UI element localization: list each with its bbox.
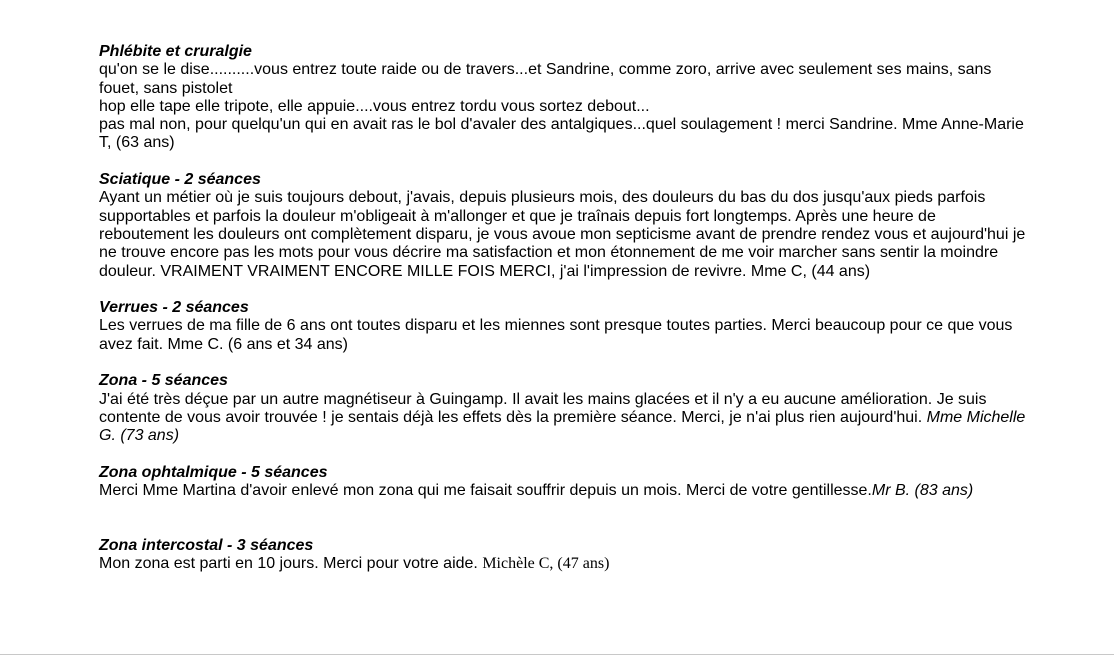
testimonial-text: Merci Mme Martina d'avoir enlevé mon zona qui me faisait souffrir depuis un mois. Merci de votre gentillesse. (99, 482, 872, 500)
testimonial-paragraph (99, 555, 1029, 573)
testimonial-phlebite (99, 43, 1029, 153)
testimonial-text: Ayant un métier où je suis toujours debout, j'avais, depuis plusieurs mois, des douleurs du bas du dos jusqu'aux pieds parfois supportables et parfois la douleur m'obligeait à m'allonger et que je traînais depuis fort longtemps. Après une heure de reboutement les douleurs ont complètement disparu, je vous avoue mon septicisme avant de prendre rendez vous et aujourd'hui je ne trouve encore pas les mots pour vous décrire ma satisfaction et mon étonnement de me voir marcher sans sentir la moindre douleur. VRAIMENT VRAIMENT ENCORE MILLE FOIS MERCI, j'ai l'impression de revivre. Mme C, (44 ans) (99, 189, 1026, 280)
testimonial-title: Verrues - 2 séances (99, 299, 249, 317)
testimonial-signature: Mme Michelle G. (73 ans) (99, 408, 1026, 445)
testimonial-text: qu'on se le dise..........vous entrez toute raide ou de travers...et Sandrine, comme zoro, arrive avec seulement ses mains, sans fouet, sans pistolet (99, 61, 992, 97)
testimonial-title: Zona - 5 séances (99, 372, 228, 390)
testimonial-text: Les verrues de ma fille de 6 ans ont toutes disparu et les miennes sont presque toutes parties. Merci beaucoup pour ce que vous avez fait. Mme C. (6 ans et 34 ans) (99, 317, 1013, 353)
testimonial-zona-ophtalmique (99, 464, 1029, 501)
testimonial-paragraph (99, 391, 1029, 446)
testimonial-paragraph (99, 482, 1029, 500)
testimonials-document (99, 43, 1029, 574)
testimonial-text: hop elle tape elle tripote, elle appuie....vous entrez tordu vous sortez debout... (99, 97, 650, 115)
testimonial-title: Zona intercostal - 3 séances (99, 537, 314, 555)
testimonial-zona (99, 372, 1029, 445)
testimonial-zona-intercostal (99, 537, 1029, 574)
testimonial-sciatique (99, 171, 1029, 281)
testimonial-title: Sciatique - 2 séances (99, 171, 261, 189)
testimonial-verrues (99, 299, 1029, 354)
testimonial-text: J'ai été très déçue par un autre magnétiseur à Guingamp. Il avait les mains glacées et il n'y a eu aucune amélioration. Je suis contente de vous avoir trouvée ! je sentais déjà les effets dès la première séance. Merci, je n'ai plus rien aujourd'hui. (99, 390, 987, 426)
testimonial-title: Phlébite et cruralgie (99, 43, 252, 60)
testimonial-title: Zona ophtalmique - 5 séances (99, 463, 328, 481)
testimonial-text: Mon zona est parti en 10 jours. Merci pour votre aide. (99, 555, 478, 573)
testimonial-signature: Mr B. (83 ans) (871, 482, 974, 500)
testimonial-text: pas mal non, pour quelqu'un qui en avait ras le bol d'avaler des antalgiques...quel soulagement ! merci Sandrine. Mme Anne-Marie T, (63 ans) (99, 116, 1024, 152)
testimonial-signature: Michèle C, (47 ans) (482, 555, 610, 573)
